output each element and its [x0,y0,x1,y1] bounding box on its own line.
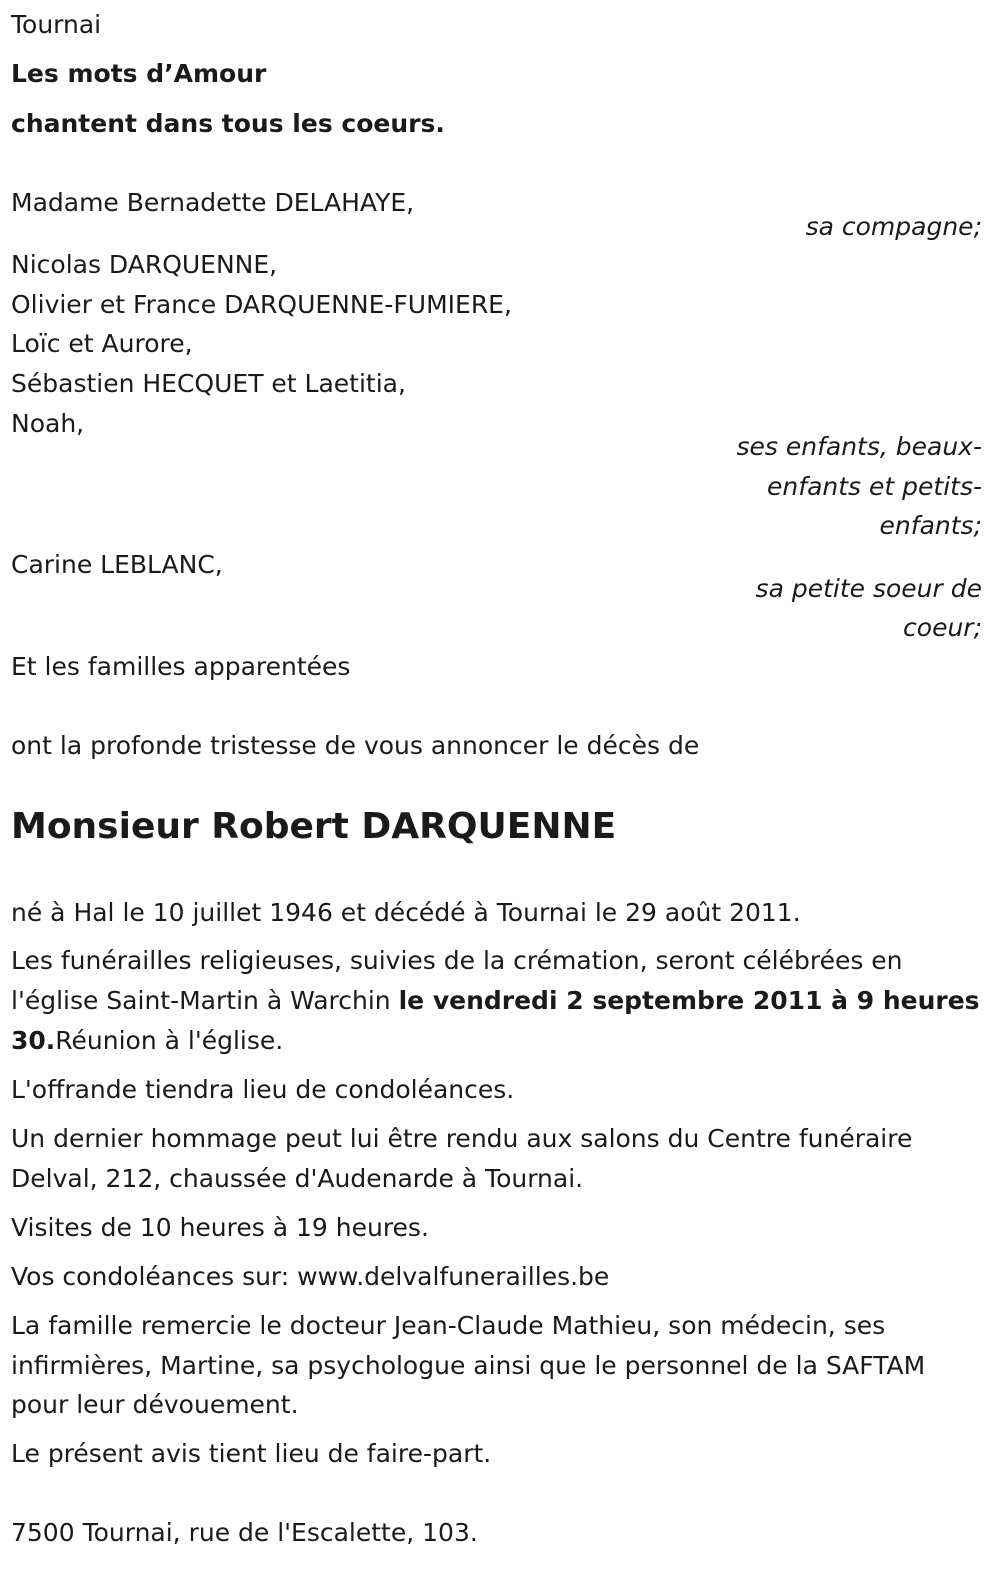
funeral-gathering: Réunion à l'église. [55,1026,284,1055]
children-relation-3: enfants; [879,511,982,540]
thanks-line-3: pour leur dévouement. [11,1390,299,1419]
thanks-line-1: La famille remercie le docteur Jean-Claude Mathieu, son médecin, ses [11,1311,886,1340]
child-name-2: Olivier et France DARQUENNE-FUMIERE, [11,290,512,319]
sister-relation-1: sa petite soeur de [755,574,982,603]
deceased-name: Monsieur Robert DARQUENNE [11,806,617,847]
funeral-line-3 [11,1026,283,1056]
funeral-church: l'église Saint-Martin à Warchin [11,986,399,1015]
thanks-line-2: infirmières, Martine, sa psychologue ainsi que le personnel de la SAFTAM [11,1351,926,1380]
child-name-4: Sébastien HECQUET et Laetitia, [11,369,406,398]
funeral-date: le vendredi 2 septembre 2011 à 9 heures [398,986,980,1015]
tribute-line-1: Un dernier hommage peut lui être rendu aux salons du Centre funéraire [11,1124,913,1153]
announcement-line: ont la profonde tristesse de vous annoncer le décès de [11,731,700,760]
condolences-line: Vos condoléances sur: www.delvalfunerailles.be [11,1262,610,1291]
tribute-line-2: Delval, 212, chaussée d'Audenarde à Tournai. [11,1164,584,1193]
address-line: 7500 Tournai, rue de l'Escalette, 103. [11,1518,478,1547]
sister-relation-2: coeur; [903,613,982,642]
relatives-line: Et les familles apparentées [11,652,351,681]
visits-line: Visites de 10 heures à 19 heures. [11,1213,429,1242]
funeral-time-end: 30. [11,1026,56,1055]
notice-line: Le présent avis tient lieu de faire-part. [11,1439,492,1468]
funeral-line-1: Les funérailles religieuses, suivies de la crémation, seront célébrées en [11,946,903,975]
child-name-3: Loïc et Aurore, [11,329,193,358]
quote-line-2: chantent dans tous les coeurs. [11,109,445,138]
partner-relation: sa compagne; [805,212,982,241]
city-heading: Tournai [11,10,102,39]
children-relation-1: ses enfants, beaux- [736,432,982,461]
child-name-5: Noah, [11,409,85,438]
child-name-1: Nicolas DARQUENNE, [11,250,278,279]
quote-line-1: Les mots d’Amour [11,59,267,88]
partner-name: Madame Bernadette DELAHAYE, [11,188,415,217]
sister-name: Carine LEBLANC, [11,550,223,579]
birth-death-line: né à Hal le 10 juillet 1946 et décédé à Tournai le 29 août 2011. [11,898,801,927]
offering-line: L'offrande tiendra lieu de condoléances. [11,1075,515,1104]
children-relation-2: enfants et petits- [767,472,982,501]
funeral-line-2 [11,986,980,1016]
